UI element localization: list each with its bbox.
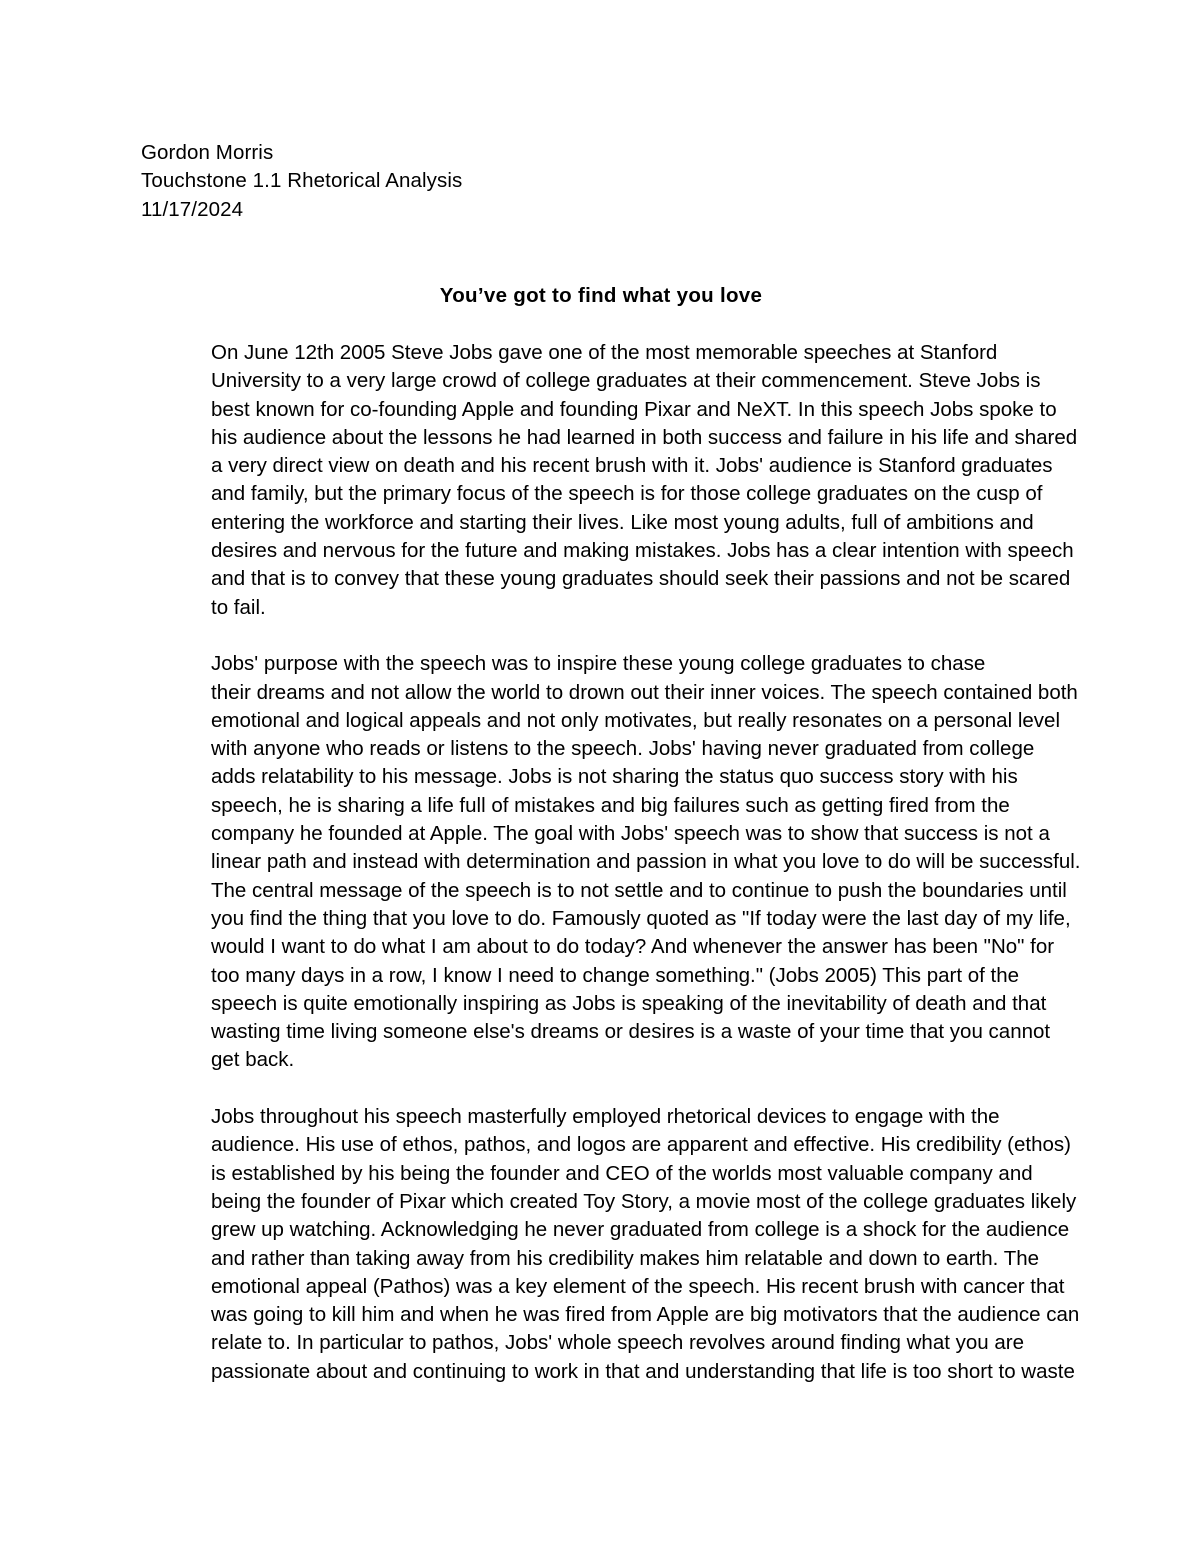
text-line: grew up watching. Acknowledging he never graduated from college is a shock for the audience (211, 1218, 1070, 1242)
text-line: wasting time living someone else's dreams or desires is a waste of your time that you cannot (211, 1020, 1051, 1044)
text-line: emotional appeal (Pathos) was a key element of the speech. His recent brush with cancer that (211, 1274, 1065, 1298)
text-line: speech is quite emotionally inspiring as Jobs is speaking of the inevitability of death and that (211, 991, 1047, 1015)
text-line: audience. His use of ethos, pathos, and logos are apparent and effective. His credibility (ethos) (211, 1133, 1071, 1157)
text-line: you find the thing that you love to do. Famously quoted as "If today were the last day of my life, (211, 906, 1071, 930)
text-line: relate to. In particular to pathos, Jobs' whole speech revolves around finding what you are (211, 1331, 1025, 1355)
text-line: and that is to convey that these young graduates should seek their passions and not be scared (211, 567, 1071, 591)
paragraph (141, 339, 1078, 622)
essay-title: You’ve got to find what you love (439, 284, 763, 307)
text-line: desires and nervous for the future and making mistakes. Jobs has a clear intention with speech (211, 539, 1074, 563)
text-line: Jobs throughout his speech masterfully employed rhetorical devices to engage with the (211, 1105, 1000, 1129)
text-line: was going to kill him and when he was fired from Apple are big motivators that the audience can (211, 1303, 1080, 1327)
text-line: a very direct view on death and his recent brush with it. Jobs' audience is Stanford graduates (211, 454, 1053, 478)
text-line: linear path and instead with determination and passion in what you love to do will be successful. (211, 850, 1081, 874)
text-line: On June 12th 2005 Steve Jobs gave one of the most memorable speeches at Stanford (211, 341, 998, 364)
text-line: The central message of the speech is to not settle and to continue to push the boundaries until (211, 878, 1067, 902)
text-line: would I want to do what I am about to do today? And whenever the answer has been "No" for (211, 935, 1055, 959)
text-line: and family, but the primary focus of the speech is for those college graduates on the cusp of (211, 482, 1043, 506)
text-line: best known for co-founding Apple and founding Pixar and NeXT. In this speech Jobs spoke to (211, 397, 1057, 421)
text-line: company he founded at Apple. The goal with Jobs' speech was to show that success is not a (211, 822, 1050, 846)
text-line: with anyone who reads or listens to the speech. Jobs' having never graduated from college (211, 737, 1035, 761)
text-line: entering the workforce and starting their lives. Like most young adults, full of ambitions and (211, 510, 1034, 534)
text-line: and rather than taking away from his credibility makes him relatable and down to earth. The (211, 1246, 1040, 1270)
course-title: Touchstone 1.1 Rhetorical Analysis (141, 169, 463, 193)
essay-body (141, 339, 1081, 1414)
paragraph (141, 650, 1081, 1074)
text-line: is established by his being the founder and CEO of the worlds most valuable company and (211, 1161, 1033, 1185)
text-line: speech, he is sharing a life full of mistakes and big failures such as getting fired from the (211, 793, 1010, 817)
paragraph (141, 1103, 1080, 1386)
text-line: to fail. (211, 595, 266, 619)
text-line: adds relatability to his message. Jobs is not sharing the status quo success story with his (211, 765, 1018, 789)
text-line: emotional and logical appeals and not only motivates, but really resonates on a personal level (211, 708, 1060, 732)
document-date: 11/17/2024 (141, 197, 244, 221)
text-line: being the founder of Pixar which created Toy Story, a movie most of the college graduates likely (211, 1189, 1077, 1213)
text-line: their dreams and not allow the world to drown out their inner voices. The speech contained both (211, 680, 1078, 704)
text-line: passionate about and continuing to work in that and understanding that life is too short to waste (211, 1359, 1075, 1383)
text-line: too many days in a row, I know I need to change something." (Jobs 2005) This part of the (211, 963, 1019, 987)
document-header (141, 139, 1061, 224)
text-line: University to a very large crowd of college graduates at their commencement. Steve Jobs is (211, 369, 1041, 393)
text-line: get back. (211, 1048, 295, 1072)
author-name: Gordon Morris (141, 141, 274, 164)
text-line: his audience about the lessons he had learned in both success and failure in his life and shared (211, 425, 1078, 449)
text-line: Jobs' purpose with the speech was to inspire these young college graduates to chase (211, 652, 986, 676)
